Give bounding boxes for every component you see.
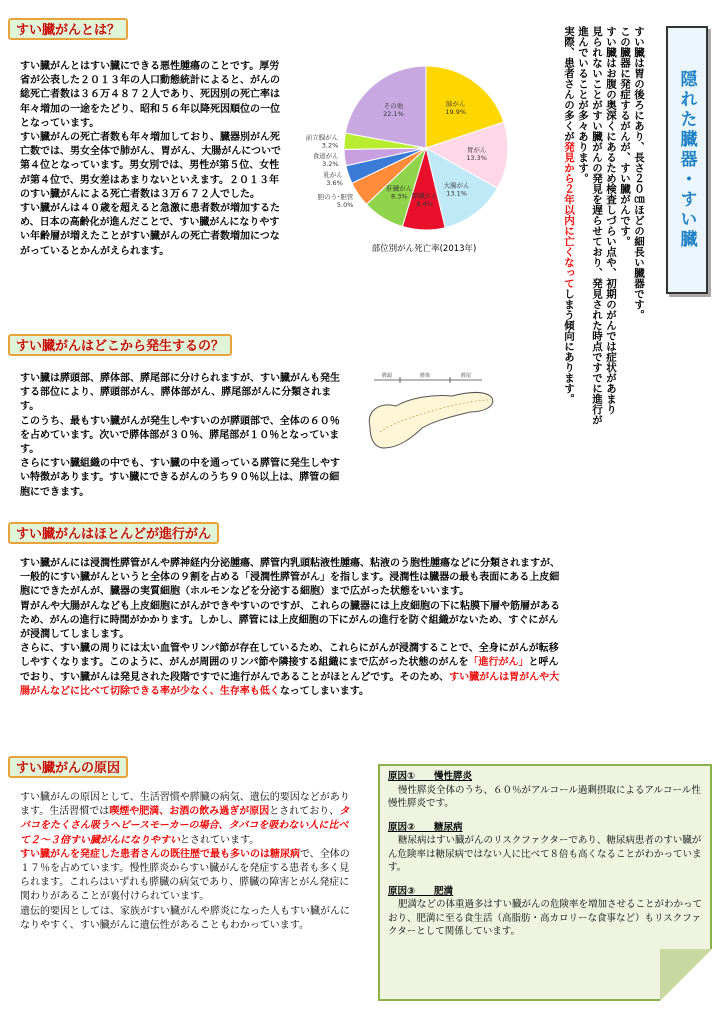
pie-value-label: 3.6% [326, 178, 343, 187]
pancreas-label-body: 膵体 [419, 373, 431, 379]
cause-title: 原因③ 肥満 [388, 885, 454, 897]
section1-paragraph: すい臓がんの死亡者数も年々増加しており、臓器別がん死亡数では、男女全体で肺がん、胃がん、大腸がんについで第４位となっています。男女別では、男性が第５位、女性が第４位で、男女差はあまりないといえます。２０１３年のすい臓がんによる死亡者数は３万６７２人でした。 [20, 132, 281, 200]
sidebar-tail: しまう傾向にあります。 [563, 288, 575, 404]
cause-body: 慢性膵炎全体のうち、６０％がアルコール過剰摂取によるアルコール性慢性膵炎です。 [388, 784, 701, 809]
pie-value-label: 3.2% [321, 141, 339, 150]
pie-value-label: 13.3% [466, 153, 487, 162]
section4-paragraph: すい臓がんの原因として、生活習慣や膵臓の病気、遺伝的要因などがあります。生活習慣では喫煙や肥満、お酒の飲み過ぎが原因とされており、タバコをたくさん吸うヘビースモーカーの場合、タバコを吸わない人に比べて２～３倍すい臓がんになりやすいとされています。 [20, 792, 350, 846]
chart-title: 部位別がん死亡率(2013年) [371, 244, 477, 254]
section2-paragraph: このうち、最もすい臓がんが発生しやすいのが膵頭部で、全体の６０％を占めています。次いで膵体部が３０％、膵尾部が１０％となっています。 [20, 415, 340, 456]
cause-title: 原因① 慢性膵炎 [388, 771, 473, 782]
pie-label: 胆のう･胆管 [317, 193, 354, 201]
page-fold [660, 949, 712, 1001]
pancreas-label-head: 膵頭 [381, 373, 393, 379]
section-heading-origin: すい臓がんはどこから発生するの？ [8, 334, 232, 356]
cause-item [388, 770, 704, 811]
sidebar-title-box [666, 26, 708, 294]
pie-label: 大腸がん [443, 181, 470, 190]
section3-paragraph: さらに、すい臓の周りには太い血管やリンパ節が存在しているため、これらにがんが浸潤することで、全身にがんが転移しやすくなります。このように、がんが周囲のリンパ節や隣接する組織にまで広がった状態のがんを「進行がん」と呼んでおり、すい臓がんは発見された段階ですでに進行がんであることがほとんどです。そのため、すい臓がんは胃がんや大腸がんなどに比べて切除できる率が少なく、生存率も低くなってしまいます。 [20, 643, 560, 697]
red-highlight: タバコをたくさん吸うヘビースモーカーの場合、タバコを吸わない人に比べて２～３倍すい臓がんになりやすい [20, 806, 350, 846]
red-highlight: 「進行がん」 [468, 657, 529, 669]
section1-body [20, 60, 288, 259]
cause-body: 肥満などの体重過多はすい臓がんの危険率を増加させることがわかっており、肥満に至る食生活（高脂肪・高カロリーな食事など）もリスクファクターとして関係しています。 [388, 899, 703, 937]
death-rate-pie-chart [296, 48, 524, 258]
section2-paragraph: すい臓は膵頭部、膵体部、膵尾部に分けられますが、すい臓がんも発生する部位により、膵頭部がん、膵体部がん、膵尾部がんに分類されます。 [20, 373, 340, 413]
section4-paragraph: すい臓がんを発症した患者さんの既往歴で最も多いのは糖尿病で、全体の１７％を占めています。慢性膵炎からすい臓がんを発症する患者も多く見られます。これらはいずれも膵臓の病気であり、膵臓の障害とがん発症に関わりがあることが裏付けられています。 [20, 848, 350, 903]
sidebar-column: 実際、患者さんの多くが発見から２年以内に亡くなってしまう傾向にあります。 [563, 26, 575, 404]
section3-paragraph: すい臓がんには浸潤性膵管がんや膵神経内分泌腫瘍、膵管内乳頭粘液性腫瘍、粘液のう胞性腫瘍などに分類されますが、一般的にすい臓がんというと全体の９割を占める「浸潤性膵管がん」を指します。浸潤性は臓器の最も表面にある上皮細胞にできたがんが、臓器の実質細胞（ホルモンなどを分泌する細胞）まで広がった状態をいいます。 [20, 558, 560, 598]
pie-value-label: 3.2% [322, 159, 339, 168]
section1-paragraph: すい臓がんは４０歳を超えると急激に患者数が増加するため、日本の高齢化が進んだことで、すい臓がんになりやすい年齢層が増えたことがすい臓がんの死亡者数増加につながっているとかんがえられます。 [20, 203, 280, 257]
section4-paragraph: 遺伝的要因としては、家族がすい臓がんや膵炎になった人もすい臓がんになりやすく、すい臓がんに遺伝性があることもわかっています。 [20, 905, 350, 931]
pie-value-label: 22.1% [383, 109, 404, 118]
pie-label: 膵臓がん [411, 191, 438, 200]
pie-value-label: 13.1% [446, 189, 467, 198]
pie-value-label: 19.9% [445, 107, 467, 116]
cause-title: 原因② 糖尿病 [388, 821, 463, 833]
pie-label: 胃がん [466, 145, 487, 154]
cause-item [388, 885, 704, 939]
section-heading-causes: すい臓がんの原因 [8, 756, 128, 778]
pie-label: 肺がん [445, 99, 466, 108]
pie-label: 前立腺がん [305, 133, 339, 142]
sidebar-column: 進んでいることが多々あります。 [577, 26, 589, 184]
section3-paragraph: 胃がんや大腸がんなども上皮細胞にがんができやすいのですが、これらの臓器には上皮細胞の下に粘膜下層や筋層があるため、がんの進行に時間がかかります。しかし、膵管には上皮細胞の下にがんの進行を防ぐ組織がないため、すぐにがんが浸潤してしまします。 [20, 600, 560, 641]
sidebar-column: 見られないことがすい臓がんの発見を遅らせており、発見された時点ですでに進行が [591, 26, 603, 425]
sidebar-title: 隠れた臓器・すい臓 [676, 70, 697, 250]
cause-item [388, 821, 704, 875]
section4-body [20, 791, 354, 933]
sidebar-vertical-text [562, 26, 646, 536]
section3-body [20, 557, 560, 699]
section-heading-advanced: すい臓がんはほとんどが進行がん [8, 522, 219, 544]
red-highlight: すい臓がんを発症した患者さんの既往歴で最も多いのは糖尿病 [20, 848, 300, 860]
section2-body [20, 372, 346, 500]
red-highlight: 発見から２年以内に亡くなって [563, 141, 575, 289]
pie-label: その他 [383, 101, 404, 110]
section2-paragraph: さらにすい臓組織の中でも、すい臓の中を通っている膵管に発生しやすい特徴があります。すい臓にできるがんのうち９０％以上は、膵管の細胞にできます。 [20, 458, 340, 498]
red-highlight: すい臓がんは胃がんや大腸がんなどに比べて切除できる率が少なく、生存率も低く [20, 671, 560, 697]
pie-label: 乳がん [323, 170, 343, 179]
red-highlight: 喫煙や肥満、お酒の飲み過ぎが原因 [109, 806, 270, 818]
pie-label: 食道がん [312, 151, 339, 160]
sidebar-column: この臓器に発症するがんが、すい臓がんです。 [619, 26, 631, 247]
pie-value-label: 8.3% [391, 192, 408, 201]
sidebar-column: すい臓は胃の後ろにあり、長さ２０㎝ほどの細長い臓器です。 [633, 26, 645, 320]
pancreas-label-tail: 膵尾 [460, 373, 472, 379]
pie-value-label: 8.4% [416, 199, 433, 208]
sidebar-column: すい臓はお腹の奥深くにあるため検査しづらい点や、初期のがんでは症状があまり [605, 26, 617, 415]
causes-list [388, 770, 704, 949]
pancreas-illustration [360, 372, 500, 462]
pie-value-label: 5.0% [336, 201, 354, 209]
cause-body: 糖尿病はすい臓がんのリスクファクターであり、糖尿病患者のすい臓がん危険率は糖尿病ではない人に比べて８倍も高くなることがわかっています。 [388, 835, 702, 873]
section1-paragraph: すい臓がんとはすい臓にできる悪性腫瘍のことです。厚労省が公表した２０１３年の人口動態統計によると、がんの総死亡者数は３６万４８７２人であり、死因別の死亡率は年々増加の一途をたどり、昭和５６年以降死因順位の一位となっています。 [20, 61, 280, 129]
section-heading-what-is: すい臓がんとは？ [8, 18, 128, 40]
pie-label: 肝臓がん [386, 184, 413, 193]
